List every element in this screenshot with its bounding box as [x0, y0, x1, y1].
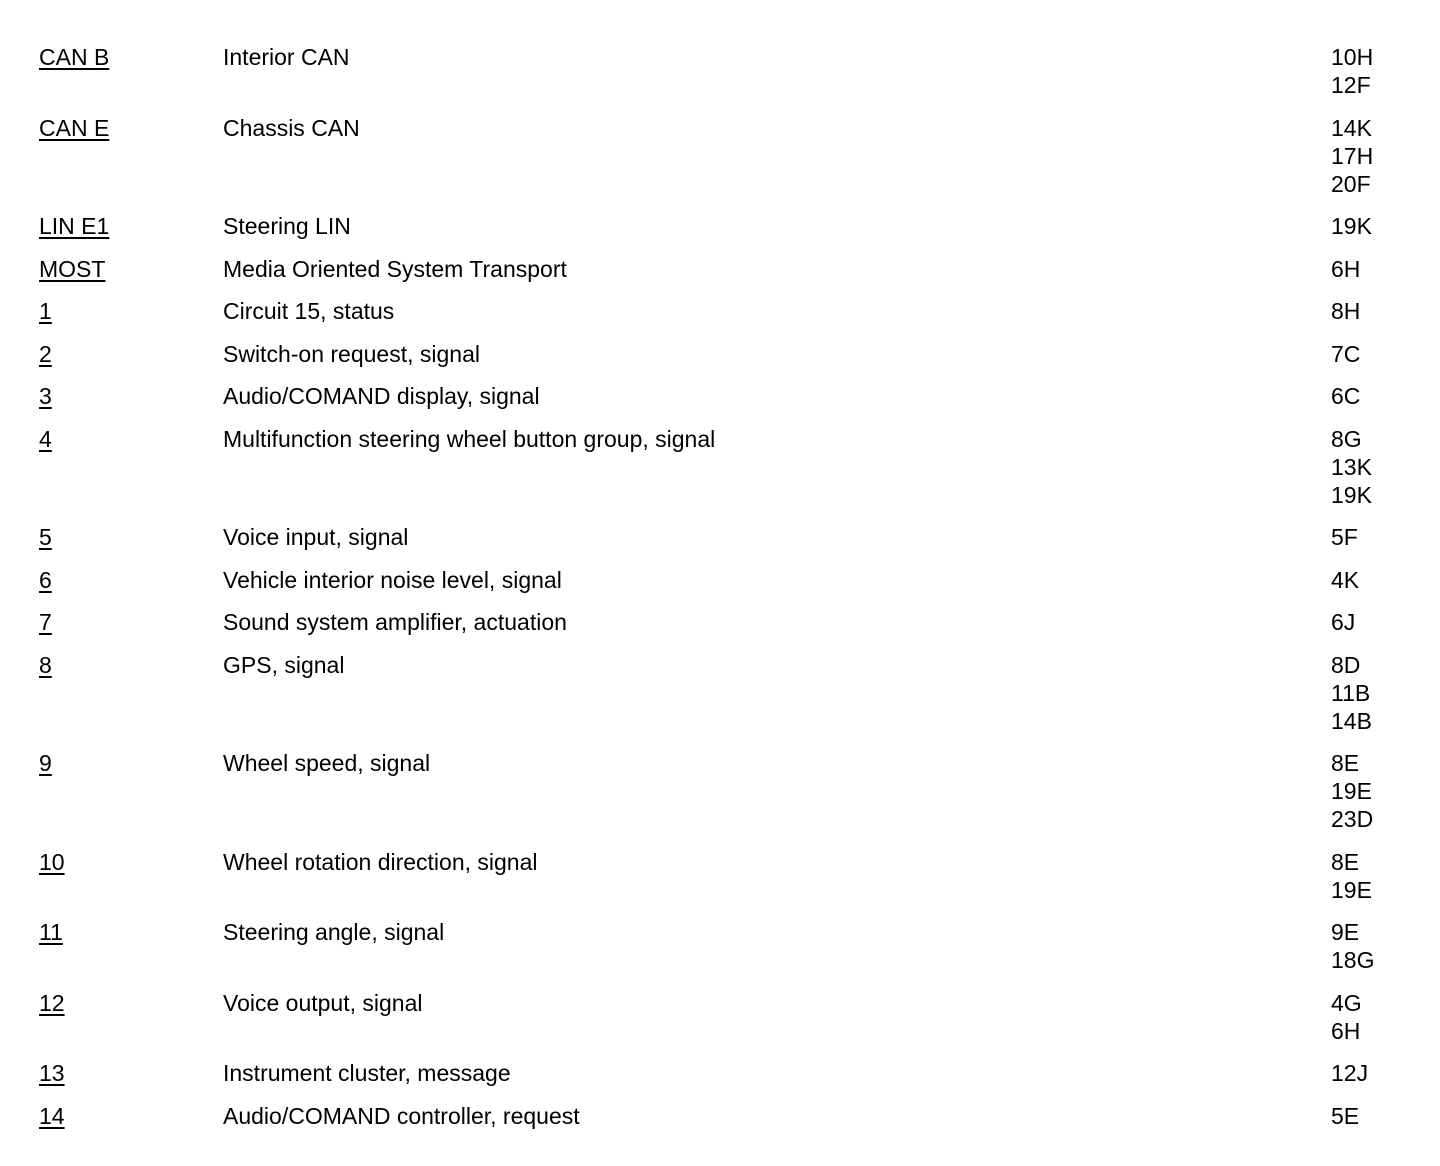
legend-row	[39, 1102, 1419, 1130]
grid-references	[1331, 989, 1419, 1045]
grid-references	[1331, 651, 1419, 735]
legend-row	[39, 255, 1419, 283]
signal-description: Steering LIN	[223, 213, 351, 239]
grid-references	[1331, 848, 1419, 904]
grid-reference: 8G	[1331, 425, 1362, 452]
grid-reference: 7C	[1331, 340, 1361, 367]
grid-reference: 14B	[1331, 707, 1372, 734]
signal-description: Interior CAN	[223, 44, 350, 70]
grid-reference: 5E	[1331, 1102, 1360, 1129]
grid-references	[1331, 523, 1419, 551]
grid-references	[1331, 918, 1419, 974]
signal-code-link[interactable]: LIN E1	[39, 213, 110, 239]
legend-row	[39, 918, 1419, 974]
grid-reference: 6C	[1331, 383, 1361, 409]
signal-description: Circuit 15, status	[223, 298, 395, 324]
signal-code-link[interactable]: 11	[39, 919, 63, 945]
signal-code-link[interactable]: 4	[39, 425, 52, 452]
signal-code-link[interactable]: CAN B	[39, 44, 110, 70]
signal-description: Sound system amplifier, actuation	[223, 609, 567, 635]
grid-reference: 20F	[1331, 170, 1371, 197]
legend-row	[39, 297, 1419, 325]
grid-reference: 12F	[1331, 72, 1371, 98]
signal-description: Voice output, signal	[223, 989, 423, 1016]
signal-description: Instrument cluster, message	[223, 1060, 511, 1086]
grid-references	[1331, 297, 1419, 325]
grid-reference: 12J	[1331, 1060, 1369, 1086]
legend-row	[39, 608, 1419, 636]
grid-reference: 23D	[1331, 806, 1374, 832]
grid-reference: 4K	[1331, 566, 1360, 593]
grid-references	[1331, 608, 1419, 636]
grid-reference: 13K	[1331, 453, 1372, 480]
signal-description: Voice input, signal	[223, 524, 409, 550]
signal-code-link[interactable]: MOST	[39, 255, 106, 282]
grid-reference: 19E	[1331, 876, 1372, 903]
signal-code-link[interactable]: 14	[39, 1102, 65, 1129]
legend-row	[39, 989, 1419, 1045]
legend-row	[39, 425, 1419, 509]
grid-reference: 19K	[1331, 213, 1372, 239]
grid-references	[1331, 425, 1419, 509]
grid-reference: 14K	[1331, 114, 1372, 141]
grid-reference: 5F	[1331, 524, 1358, 550]
signal-code-link[interactable]: 8	[39, 651, 52, 678]
legend-row	[39, 382, 1419, 410]
grid-reference: 11B	[1331, 679, 1371, 706]
grid-reference: 6J	[1331, 609, 1356, 635]
grid-references	[1331, 255, 1419, 283]
legend-row	[39, 1059, 1419, 1087]
signal-code-link[interactable]: 1	[39, 298, 52, 324]
legend-row	[39, 651, 1419, 735]
grid-references	[1331, 212, 1419, 240]
grid-reference: 8H	[1331, 298, 1361, 324]
grid-references	[1331, 382, 1419, 410]
grid-references	[1331, 749, 1419, 833]
signal-description: Chassis CAN	[223, 114, 360, 141]
signal-code-link[interactable]: 5	[39, 524, 52, 550]
signal-description: Audio/COMAND controller, request	[223, 1102, 580, 1129]
grid-references	[1331, 1059, 1419, 1087]
signal-description: Media Oriented System Transport	[223, 255, 567, 282]
signal-code-link[interactable]: 3	[39, 383, 52, 409]
signal-legend	[39, 43, 1419, 1144]
signal-code-link[interactable]: 9	[39, 750, 52, 776]
grid-reference: 9E	[1331, 919, 1360, 945]
legend-row	[39, 114, 1419, 198]
legend-row	[39, 566, 1419, 594]
signal-description: Switch-on request, signal	[223, 340, 480, 367]
signal-description: Vehicle interior noise level, signal	[223, 566, 562, 593]
grid-reference: 10H	[1331, 44, 1374, 70]
grid-reference: 8E	[1331, 848, 1360, 875]
signal-code-link[interactable]: CAN E	[39, 114, 110, 141]
signal-code-link[interactable]: 13	[39, 1060, 65, 1086]
grid-reference: 19E	[1331, 778, 1372, 804]
legend-row	[39, 523, 1419, 551]
grid-references	[1331, 1102, 1419, 1130]
grid-reference: 18G	[1331, 947, 1375, 973]
signal-code-link[interactable]: 6	[39, 566, 52, 593]
grid-references	[1331, 566, 1419, 594]
signal-code-link[interactable]: 12	[39, 989, 65, 1016]
grid-references	[1331, 340, 1419, 368]
signal-description: Steering angle, signal	[223, 919, 445, 945]
grid-reference: 17H	[1331, 142, 1374, 169]
grid-reference: 6H	[1331, 1017, 1361, 1044]
legend-row	[39, 212, 1419, 240]
legend-row	[39, 340, 1419, 368]
signal-description: Audio/COMAND display, signal	[223, 383, 540, 409]
legend-row	[39, 43, 1419, 99]
legend-row	[39, 749, 1419, 833]
grid-references	[1331, 43, 1419, 99]
signal-code-link[interactable]: 7	[39, 609, 52, 635]
signal-description: Wheel rotation direction, signal	[223, 848, 538, 875]
grid-reference: 8E	[1331, 750, 1360, 776]
signal-description: GPS, signal	[223, 651, 345, 678]
signal-description: Multifunction steering wheel button group, signal	[223, 425, 716, 452]
grid-reference: 4G	[1331, 989, 1362, 1016]
signal-code-link[interactable]: 2	[39, 340, 52, 367]
grid-reference: 19K	[1331, 481, 1372, 508]
grid-reference: 6H	[1331, 255, 1361, 282]
legend-row	[39, 848, 1419, 904]
signal-description: Wheel speed, signal	[223, 750, 431, 776]
grid-references	[1331, 114, 1419, 198]
signal-code-link[interactable]: 10	[39, 848, 65, 875]
grid-reference: 8D	[1331, 651, 1361, 678]
